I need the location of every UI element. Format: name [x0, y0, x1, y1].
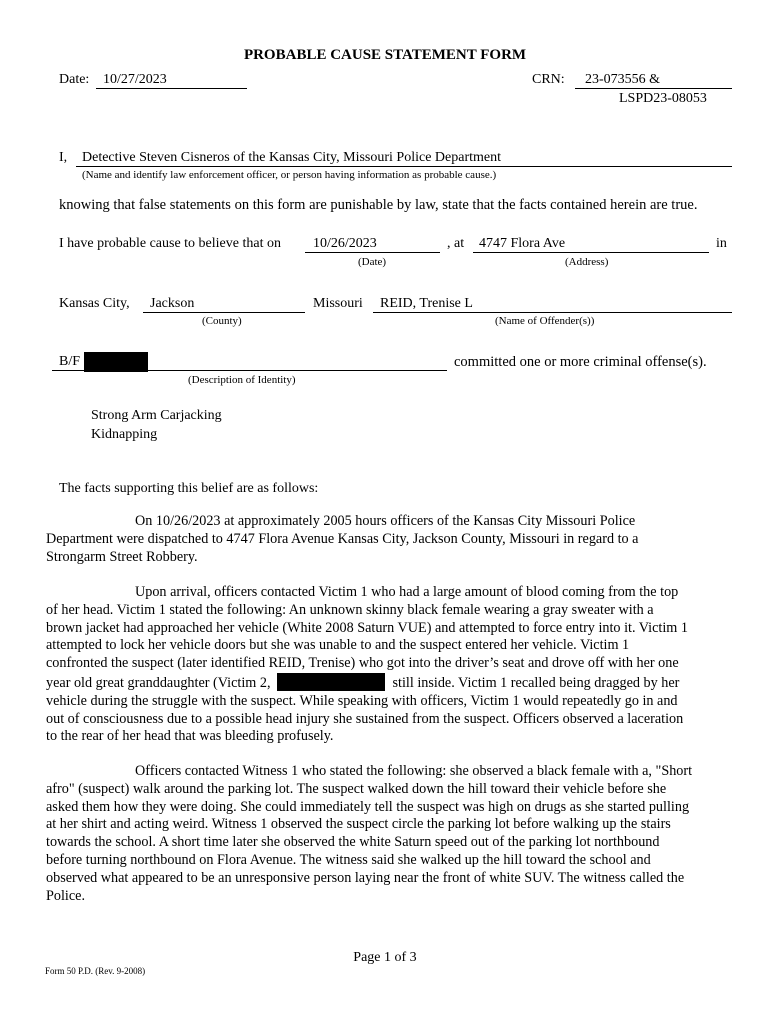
belief-prefix: I have probable cause to believe that on: [59, 236, 281, 251]
redaction-box: [277, 673, 385, 691]
identity-underline: [52, 370, 447, 371]
offense-item: Strong Arm Carjacking: [91, 408, 222, 423]
crn-label: CRN:: [532, 72, 565, 87]
address-value: 4747 Flora Ave: [479, 236, 566, 251]
i-label: I,: [59, 150, 68, 165]
date-underline: [96, 88, 247, 89]
address-caption: (Address): [565, 256, 609, 268]
address-underline: [473, 252, 709, 253]
narrative-paragraph-1: [46, 513, 638, 566]
officer-caption: (Name and identify law enforcement officer, or person having information as probable cause.): [82, 169, 497, 181]
crn-value-2: LSPD23-08053: [619, 91, 707, 106]
city-label: Kansas City,: [59, 296, 130, 311]
text-line: at her shirt and acting weird. Witness 1 observed the suspect circle the parking lot before walking up the stairs: [46, 816, 671, 833]
text-line: before turning northbound on Flora Avenue. The witness said she walked up the hill toward the school and: [46, 851, 651, 868]
officer-underline: [76, 166, 732, 167]
text-line: Officers contacted Witness 1 who stated the following: she observed a black female with a, "Short: [135, 763, 693, 779]
text-line: asked them how they were doing. She could immediately tell the suspect was high on drugs as she started pulling: [46, 798, 690, 815]
knowing-statement: knowing that false statements on this form are punishable by law, state that the facts contained herein are true.: [59, 197, 698, 213]
crn-underline: [575, 88, 732, 89]
facts-intro: The facts supporting this belief are as follows:: [59, 481, 319, 496]
text-segment: year old great granddaughter (Victim 2,: [46, 674, 271, 691]
redaction-box: [84, 352, 148, 372]
at-label: , at: [447, 236, 465, 251]
text-line: out of consciousness due to a possible head injury she sustained from the suspect. Officers observed a laceration: [46, 710, 684, 727]
belief-date-underline: [305, 252, 440, 253]
page-number: Page 1 of 3: [353, 950, 417, 965]
text-line: brown jacket had approached her vehicle (White 2008 Saturn VUE) and attempted to force entry into it. Victim 1: [46, 619, 688, 636]
county-underline: [143, 312, 305, 313]
text-line: Police.: [46, 887, 86, 904]
committed-text: committed one or more criminal offense(s).: [454, 354, 707, 370]
text-line: Upon arrival, officers contacted Victim 1 who had a large amount of blood coming from the top: [135, 584, 679, 600]
text-line: towards the school. A short time later she observed the white Saturn speed out of the parking lot northbound: [46, 834, 660, 851]
text-line: confronted the suspect (later identified REID, Trenise) who got into the driver’s seat and drove off with her one: [46, 655, 679, 672]
narrative-paragraph-2: [46, 584, 688, 746]
county-caption: (County): [202, 315, 242, 327]
state-label: Missouri: [313, 296, 363, 311]
offender-value: REID, Trenise L: [380, 296, 473, 311]
text-line: On 10/26/2023 at approximately 2005 hours officers of the Kansas City Missouri Police: [135, 513, 636, 529]
officer-name: Detective Steven Cisneros of the Kansas City, Missouri Police Department: [82, 150, 502, 165]
text-line: of her head. Victim 1 stated the following: An unknown skinny black female wearing a gray sweater with a: [46, 601, 654, 618]
form-number: Form 50 P.D. (Rev. 9-2008): [45, 966, 146, 976]
crn-value-1: 23-073556 &: [585, 72, 661, 87]
date-value: 10/27/2023: [103, 72, 167, 87]
text-line: observed what appeared to be an unresponsive person laying near the front of white SUV. The witness called the: [46, 869, 685, 886]
text-line: Strongarm Street Robbery.: [46, 548, 198, 565]
offender-underline: [373, 312, 732, 313]
text-line: Department were dispatched to 4747 Flora Avenue Kansas City, Jackson County, Missouri in regard to a: [46, 530, 639, 547]
date-label: Date:: [59, 72, 90, 87]
text-line: vehicle during the struggle with the suspect. While speaking with officers, Victim 1 would repeatedly go in and: [46, 692, 678, 709]
in-label: in: [716, 236, 727, 251]
text-segment: still inside. Victim 1 recalled being dragged by her: [392, 674, 680, 691]
text-line: to the rear of her head that was bleeding profusely.: [46, 728, 334, 745]
identity-caption: (Description of Identity): [188, 374, 296, 386]
narrative-paragraph-3: [46, 763, 692, 905]
date-caption: (Date): [358, 256, 387, 268]
belief-date: 10/26/2023: [313, 236, 377, 251]
page-title: PROBABLE CAUSE STATEMENT FORM: [243, 47, 527, 63]
offender-caption: (Name of Offender(s)): [495, 315, 595, 327]
offense-item: Kidnapping: [91, 427, 158, 442]
text-line-redacted: [46, 673, 688, 693]
county-value: Jackson: [150, 296, 195, 311]
text-line: attempted to lock her vehicle doors but she was unable to and the suspect entered her vehicle. Victim 1: [46, 637, 630, 654]
text-line: afro" (suspect) walk around the parking lot. The suspect walked down the hill toward their vehicle before she: [46, 780, 667, 797]
identity-value: B/F: [59, 354, 81, 369]
